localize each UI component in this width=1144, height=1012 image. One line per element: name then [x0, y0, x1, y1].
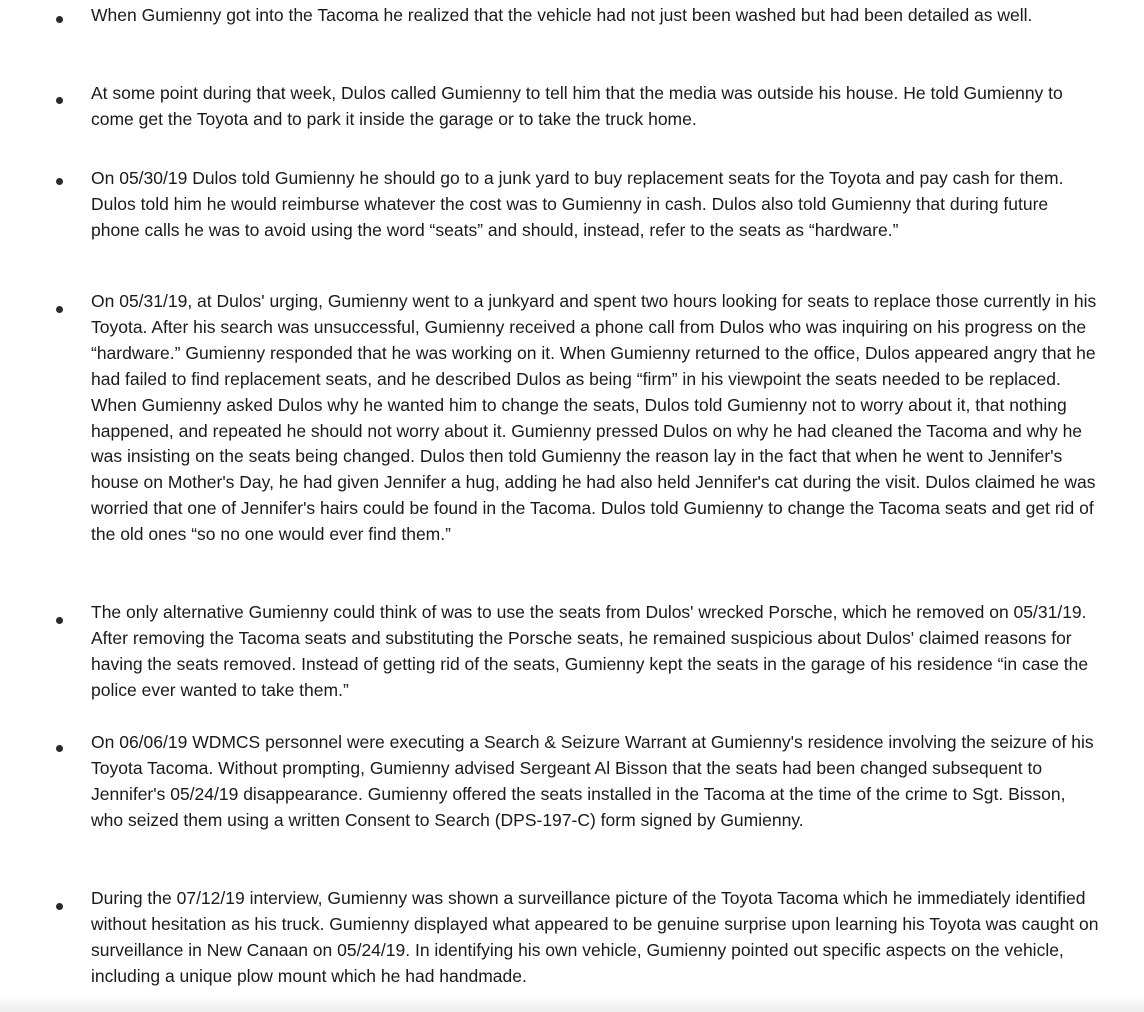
bullet-text: When Gumienny got into the Tacoma he realized that the vehicle had not just been washed but had been detailed as well. — [91, 5, 1033, 25]
scan-edge-shadow — [0, 996, 1144, 1012]
bullet-text: On 06/06/19 WDMCS personnel were executing a Search & Seizure Warrant at Gumienny's residence involving the seizure of his Toyota Tacoma. Without prompting, Gumienny advised Sergeant Al Bisson that the seats had been changed subsequent to Jennifer's 05/24/19 disappearance. Gumienny offered the seats installed in the Tacoma at the time of the crime to Sgt. Bisson, who seized them using a written Consent to Search (DPS-197-C) form signed by Gumienny. — [91, 732, 1094, 830]
bullet-text: At some point during that week, Dulos called Gumienny to tell him that the media was outside his house. He told Gumienny to come get the Toyota and to park it inside the garage or to take the truck home. — [91, 83, 1063, 129]
bullet-icon — [56, 617, 63, 624]
bullet-icon — [56, 97, 63, 104]
bullet-icon — [56, 178, 63, 185]
bullet-icon — [56, 745, 63, 752]
bullet-text: The only alternative Gumienny could think of was to use the seats from Dulos' wrecked Porsche, which he removed on 05/31/19. After removing the Tacoma seats and substituting the Porsche seats, he remained suspicious about Dulos' claimed reasons for having the seats removed. Instead of getting rid of the seats, Gumienny kept the seats in the garage of his residence “in case the police ever wanted to take them.” — [91, 602, 1089, 700]
bullet-icon — [56, 16, 63, 23]
bullet-text: On 05/30/19 Dulos told Gumienny he should go to a junk yard to buy replacement seats for the Toyota and pay cash for them. Dulos told him he would reimburse whatever the cost was to Gumienny in cash. Dulos also told Gumienny that during future phone calls he was to avoid using the word “seats” and should, instead, refer to the seats as “hardware.” — [91, 168, 1064, 240]
bullet-text: On 05/31/19, at Dulos' urging, Gumienny went to a junkyard and spent two hours looking for seats to replace those currently in his Toyota. After his search was unsuccessful, Gumienny received a phone call from Dulos who was inquiring on his progress on the “hardware.” Gumienny responded that he was working on it. When Gumienny returned to the office, Dulos appeared angry that he had failed to find replacement seats, and he described Dulos as being “firm” in his viewpoint the seats needed to be replaced. When Gumienny asked Dulos why he wanted him to change the seats, Dulos told Gumienny not to worry about it, that nothing happened, and repeated he should not worry about it. Gumienny pressed Dulos on why he had cleaned the Tacoma and why he was insisting on the seats being changed. Dulos then told Gumienny the reason lay in the fact that when he went to Jennifer's house on Mother's Day, he had given Jennifer a hug, adding he had also held Jennifer's cat during the visit. Dulos claimed he was worried that one of Jennifer's hairs could be found in the Tacoma. Dulos told Gumienny to change the Tacoma seats and get rid of the old ones “so no one would ever find them.” — [91, 291, 1097, 545]
bullet-icon — [56, 306, 63, 313]
bullet-icon — [56, 903, 63, 910]
bullet-text: During the 07/12/19 interview, Gumienny was shown a surveillance picture of the Toyota Tacoma which he immediately identified without hesitation as his truck. Gumienny displayed what appeared to be genuine surprise upon learning his Toyota was caught on surveillance in New Canaan on 05/24/19. In identifying his own vehicle, Gumienny pointed out specific aspects on the vehicle, including a unique plow mount which he had handmade. — [91, 888, 1099, 986]
